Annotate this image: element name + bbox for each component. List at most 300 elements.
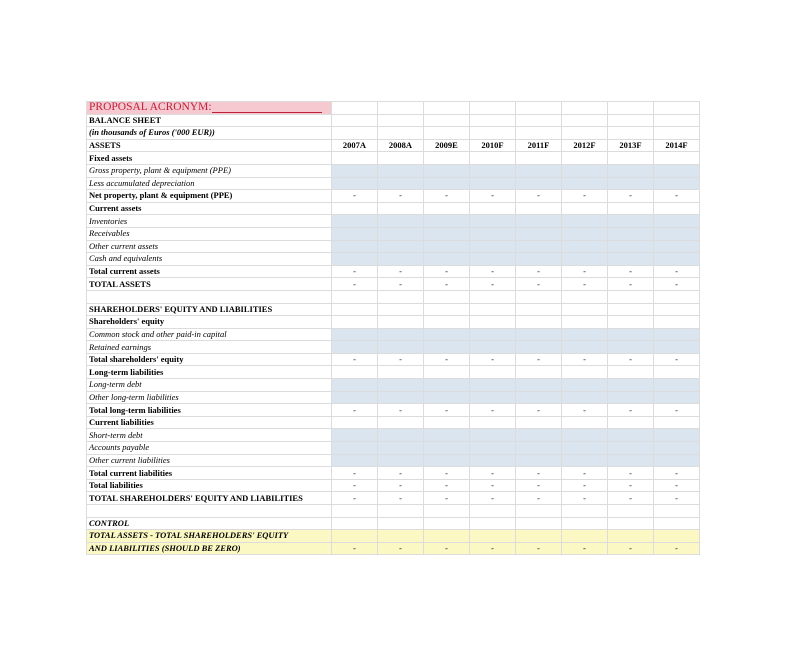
blank-row-1-cell [516, 290, 562, 303]
title-row-cell [608, 114, 654, 127]
less-dep-row-cell[interactable] [516, 177, 562, 190]
less-dep-row-cell[interactable] [608, 177, 654, 190]
gross-ppe-row-cell[interactable] [378, 164, 424, 177]
acronym-row-cell [654, 102, 700, 115]
gross-ppe-row-cell[interactable] [470, 164, 516, 177]
other-current-liab-row-cell[interactable] [424, 454, 470, 467]
other-current-liab-row-cell[interactable] [608, 454, 654, 467]
total-lt-row-cell: - [470, 404, 516, 417]
total-current-assets-row-cell: - [378, 265, 424, 278]
control-row-2-cell: - [654, 542, 700, 555]
receivables-row-cell[interactable] [516, 227, 562, 240]
receivables-row [87, 227, 700, 240]
cash-row-cell[interactable] [470, 253, 516, 266]
control-row-2-cell: - [332, 542, 378, 555]
receivables-row-cell[interactable] [654, 227, 700, 240]
fixed-assets-row-cell [654, 152, 700, 165]
lt-liab-row-cell [378, 366, 424, 379]
current-liab-row-cell [470, 416, 516, 429]
inventories-row-cell[interactable] [424, 215, 470, 228]
lt-debt-row-cell[interactable] [516, 379, 562, 392]
other-current-assets-row-cell[interactable] [654, 240, 700, 253]
lt-debt-row-cell[interactable] [424, 379, 470, 392]
lt-debt-row-cell[interactable] [654, 379, 700, 392]
net-ppe-row-cell: - [562, 190, 608, 203]
control-row-2-cell: - [516, 542, 562, 555]
common-stock-row-cell[interactable] [378, 328, 424, 341]
lt-liab-row-cell [562, 366, 608, 379]
total-current-liab-row-cell: - [608, 467, 654, 480]
receivables-row-cell[interactable] [608, 227, 654, 240]
lt-debt-row-cell[interactable] [470, 379, 516, 392]
common-stock-row-cell[interactable] [608, 328, 654, 341]
less-dep-row-cell[interactable] [332, 177, 378, 190]
total-eq-liab-row-cell: - [332, 492, 378, 505]
less-dep-row-cell[interactable] [562, 177, 608, 190]
blank-row-1 [87, 290, 700, 303]
net-ppe-row [87, 190, 700, 203]
other-current-liab-row-cell[interactable] [516, 454, 562, 467]
subtitle-row-cell [470, 127, 516, 140]
other-current-liab-row-cell[interactable] [562, 454, 608, 467]
total-current-assets-row-cell: - [470, 265, 516, 278]
blank-row-1-cell [470, 290, 516, 303]
total-current-assets-row-cell: - [562, 265, 608, 278]
less-dep-row-cell[interactable] [654, 177, 700, 190]
assets-header-row-cell: 2008A [378, 139, 424, 152]
retained-row-label: Retained earnings [87, 341, 332, 354]
retained-row-cell[interactable] [424, 341, 470, 354]
total-current-liab-row-cell: - [424, 467, 470, 480]
total-liab-row-cell: - [516, 479, 562, 492]
total-current-liab-row [87, 467, 700, 480]
control-heading-row-cell [608, 517, 654, 530]
total-current-liab-row-cell: - [470, 467, 516, 480]
blank-row-1-cell [654, 290, 700, 303]
shareholders-equity-row-cell [332, 316, 378, 329]
total-equity-row-cell: - [332, 353, 378, 366]
inventories-row-cell[interactable] [470, 215, 516, 228]
st-debt-row-cell[interactable] [654, 429, 700, 442]
lt-debt-row-cell[interactable] [378, 379, 424, 392]
equity-liab-heading-row-cell [332, 303, 378, 316]
total-assets-row [87, 278, 700, 291]
total-eq-liab-row-cell: - [654, 492, 700, 505]
control-heading-row-cell [424, 517, 470, 530]
net-ppe-row-cell: - [470, 190, 516, 203]
common-stock-row-label: Common stock and other paid-in capital [87, 328, 332, 341]
total-liab-row-label: Total liabilities [87, 479, 332, 492]
lt-liab-row-cell [516, 366, 562, 379]
fixed-assets-row-cell [424, 152, 470, 165]
shareholders-equity-row-cell [654, 316, 700, 329]
subtitle-row-cell [654, 127, 700, 140]
other-current-liab-row [87, 454, 700, 467]
total-eq-liab-row-cell: - [516, 492, 562, 505]
blank-row-2-cell [424, 505, 470, 518]
blank-row-2-cell [332, 505, 378, 518]
common-stock-row-cell[interactable] [470, 328, 516, 341]
st-debt-row-cell[interactable] [332, 429, 378, 442]
gross-ppe-row-cell[interactable] [332, 164, 378, 177]
blank-row-2-cell [378, 505, 424, 518]
current-assets-row-cell [654, 202, 700, 215]
lt-debt-row-label: Long-term debt [87, 379, 332, 392]
current-liab-row-cell [332, 416, 378, 429]
total-eq-liab-row-label: TOTAL SHAREHOLDERS' EQUITY AND LIABILITIES [87, 492, 332, 505]
retained-row-cell[interactable] [608, 341, 654, 354]
receivables-row-cell[interactable] [562, 227, 608, 240]
current-assets-row-cell [332, 202, 378, 215]
inventories-row-cell[interactable] [332, 215, 378, 228]
blank-row-2 [87, 505, 700, 518]
other-current-assets-row-cell[interactable] [562, 240, 608, 253]
other-current-liab-row-cell[interactable] [654, 454, 700, 467]
cash-row-label: Cash and equivalents [87, 253, 332, 266]
net-ppe-row-cell: - [608, 190, 654, 203]
blank-row-1-cell [378, 290, 424, 303]
common-stock-row-cell[interactable] [516, 328, 562, 341]
total-eq-liab-row-cell: - [470, 492, 516, 505]
lt-liab-row-cell [608, 366, 654, 379]
acronym-row-cell [516, 102, 562, 115]
control-row-2-cell: - [608, 542, 654, 555]
common-stock-row-cell[interactable] [562, 328, 608, 341]
current-assets-row-cell [424, 202, 470, 215]
other-lt-row-cell[interactable] [608, 391, 654, 404]
receivables-row-cell[interactable] [470, 227, 516, 240]
current-liab-row-cell [424, 416, 470, 429]
assets-header-row-cell: 2013F [608, 139, 654, 152]
lt-liab-row [87, 366, 700, 379]
equity-liab-heading-row-label: SHAREHOLDERS' EQUITY AND LIABILITIES [87, 303, 332, 316]
current-liab-row-cell [378, 416, 424, 429]
total-assets-row-cell: - [608, 278, 654, 291]
fixed-assets-row-cell [608, 152, 654, 165]
ap-row-cell[interactable] [654, 442, 700, 455]
st-debt-row-cell[interactable] [378, 429, 424, 442]
gross-ppe-row-cell[interactable] [516, 164, 562, 177]
total-current-liab-row-cell: - [378, 467, 424, 480]
total-liab-row-cell: - [654, 479, 700, 492]
lt-debt-row-cell[interactable] [332, 379, 378, 392]
other-current-liab-row-cell[interactable] [332, 454, 378, 467]
title-row-label: BALANCE SHEET [87, 114, 332, 127]
total-equity-row-cell: - [516, 353, 562, 366]
title-row-cell [516, 114, 562, 127]
title-row-cell [332, 114, 378, 127]
other-lt-row-cell[interactable] [470, 391, 516, 404]
acronym-row-cell [470, 102, 516, 115]
lt-liab-row-cell [424, 366, 470, 379]
subtitle-row-cell [332, 127, 378, 140]
gross-ppe-row-cell[interactable] [424, 164, 470, 177]
total-lt-row-cell: - [516, 404, 562, 417]
net-ppe-row-cell: - [378, 190, 424, 203]
st-debt-row-cell[interactable] [470, 429, 516, 442]
acronym-input-line[interactable] [212, 102, 322, 113]
other-current-assets-row-cell[interactable] [424, 240, 470, 253]
net-ppe-row-cell: - [654, 190, 700, 203]
lt-debt-row-cell[interactable] [562, 379, 608, 392]
total-assets-row-cell: - [424, 278, 470, 291]
title-row-cell [654, 114, 700, 127]
st-debt-row-cell[interactable] [608, 429, 654, 442]
ap-row-cell[interactable] [332, 442, 378, 455]
other-current-assets-row-cell[interactable] [608, 240, 654, 253]
receivables-row-label: Receivables [87, 227, 332, 240]
total-current-liab-row-cell: - [332, 467, 378, 480]
current-assets-row [87, 202, 700, 215]
cash-row-cell[interactable] [562, 253, 608, 266]
blank-row-1-cell [562, 290, 608, 303]
st-debt-row-cell[interactable] [562, 429, 608, 442]
other-lt-row-label: Other long-term liabilities [87, 391, 332, 404]
lt-liab-row-cell [332, 366, 378, 379]
inventories-row-cell[interactable] [378, 215, 424, 228]
blank-row-2-cell [608, 505, 654, 518]
retained-row-cell[interactable] [654, 341, 700, 354]
total-equity-row-label: Total shareholders' equity [87, 353, 332, 366]
retained-row-cell[interactable] [516, 341, 562, 354]
net-ppe-row-cell: - [424, 190, 470, 203]
assets-header-row-cell: 2010F [470, 139, 516, 152]
lt-liab-row-label: Long-term liabilities [87, 366, 332, 379]
other-current-assets-row-cell[interactable] [378, 240, 424, 253]
total-equity-row-cell: - [424, 353, 470, 366]
cash-row-cell[interactable] [424, 253, 470, 266]
subtitle-row-cell [424, 127, 470, 140]
total-liab-row-cell: - [608, 479, 654, 492]
assets-header-row-cell: 2009E [424, 139, 470, 152]
inventories-row [87, 215, 700, 228]
subtitle-row-cell [378, 127, 424, 140]
subtitle-row-cell [608, 127, 654, 140]
st-debt-row-cell[interactable] [424, 429, 470, 442]
total-equity-row-cell: - [654, 353, 700, 366]
ap-row-cell[interactable] [562, 442, 608, 455]
net-ppe-row-cell: - [332, 190, 378, 203]
total-assets-row-cell: - [378, 278, 424, 291]
inventories-row-cell[interactable] [654, 215, 700, 228]
gross-ppe-row-cell[interactable] [608, 164, 654, 177]
control-row-1-cell [608, 530, 654, 543]
retained-row-cell[interactable] [378, 341, 424, 354]
lt-debt-row-cell[interactable] [608, 379, 654, 392]
fixed-assets-row-cell [332, 152, 378, 165]
current-assets-row-cell [378, 202, 424, 215]
less-dep-row [87, 177, 700, 190]
acronym-row-label [87, 102, 332, 115]
total-current-assets-row-cell: - [608, 265, 654, 278]
control-row-1 [87, 530, 700, 543]
shareholders-equity-row-label: Shareholders' equity [87, 316, 332, 329]
gross-ppe-row-cell[interactable] [654, 164, 700, 177]
other-lt-row-cell[interactable] [654, 391, 700, 404]
total-lt-row-cell: - [378, 404, 424, 417]
cash-row-cell[interactable] [332, 253, 378, 266]
equity-liab-heading-row-cell [516, 303, 562, 316]
total-assets-row-cell: - [654, 278, 700, 291]
cash-row-cell[interactable] [378, 253, 424, 266]
total-current-assets-row [87, 265, 700, 278]
blank-row-2-cell [470, 505, 516, 518]
shareholders-equity-row-cell [562, 316, 608, 329]
acronym-row-cell [378, 102, 424, 115]
total-lt-row-cell: - [654, 404, 700, 417]
retained-row-cell[interactable] [562, 341, 608, 354]
assets-header-row-label: ASSETS [87, 139, 332, 152]
equity-liab-heading-row-cell [654, 303, 700, 316]
receivables-row-cell[interactable] [378, 227, 424, 240]
total-assets-row-cell: - [332, 278, 378, 291]
shareholders-equity-row-cell [424, 316, 470, 329]
net-ppe-row-cell: - [516, 190, 562, 203]
subtitle-row-cell [562, 127, 608, 140]
total-current-liab-row-cell: - [654, 467, 700, 480]
total-eq-liab-row-cell: - [424, 492, 470, 505]
control-row-1-cell [654, 530, 700, 543]
gross-ppe-row-cell[interactable] [562, 164, 608, 177]
assets-header-row-cell: 2012F [562, 139, 608, 152]
cash-row-cell[interactable] [608, 253, 654, 266]
ap-row-cell[interactable] [608, 442, 654, 455]
other-current-liab-row-label: Other current liabilities [87, 454, 332, 467]
other-current-assets-row-cell[interactable] [470, 240, 516, 253]
acronym-row-cell [332, 102, 378, 115]
other-lt-row-cell[interactable] [562, 391, 608, 404]
control-row-2-label: AND LIABILITIES (SHOULD BE ZERO) [87, 542, 332, 555]
other-current-liab-row-cell[interactable] [470, 454, 516, 467]
retained-row-cell[interactable] [470, 341, 516, 354]
control-row-2-cell: - [378, 542, 424, 555]
title-row-cell [424, 114, 470, 127]
less-dep-row-cell[interactable] [470, 177, 516, 190]
total-liab-row-cell: - [562, 479, 608, 492]
equity-liab-heading-row-cell [470, 303, 516, 316]
cash-row-cell[interactable] [654, 253, 700, 266]
equity-liab-heading-row-cell [378, 303, 424, 316]
control-row-2-cell: - [562, 542, 608, 555]
total-liab-row-cell: - [470, 479, 516, 492]
receivables-row-cell[interactable] [424, 227, 470, 240]
current-assets-row-label: Current assets [87, 202, 332, 215]
control-row-1-cell [562, 530, 608, 543]
cash-row [87, 253, 700, 266]
common-stock-row-cell[interactable] [332, 328, 378, 341]
common-stock-row-cell[interactable] [424, 328, 470, 341]
less-dep-row-cell[interactable] [378, 177, 424, 190]
total-lt-row-label: Total long-term liabilities [87, 404, 332, 417]
cash-row-cell[interactable] [516, 253, 562, 266]
inventories-row-cell[interactable] [608, 215, 654, 228]
title-row-cell [470, 114, 516, 127]
acronym-row-cell [562, 102, 608, 115]
total-equity-row-cell: - [378, 353, 424, 366]
st-debt-row [87, 429, 700, 442]
total-lt-row [87, 404, 700, 417]
assets-header-row-cell: 2007A [332, 139, 378, 152]
control-row-2-cell: - [424, 542, 470, 555]
blank-row-1-cell [332, 290, 378, 303]
blank-row-2-cell [562, 505, 608, 518]
current-liab-row-label: Current liabilities [87, 416, 332, 429]
less-dep-row-cell[interactable] [424, 177, 470, 190]
fixed-assets-row-cell [516, 152, 562, 165]
shareholders-equity-row-cell [470, 316, 516, 329]
total-assets-row-cell: - [470, 278, 516, 291]
control-row-1-label: TOTAL ASSETS - TOTAL SHAREHOLDERS' EQUITY [87, 530, 332, 543]
ap-row-cell[interactable] [424, 442, 470, 455]
blank-row-2-cell [654, 505, 700, 518]
other-lt-row-cell[interactable] [378, 391, 424, 404]
other-current-assets-row-label: Other current assets [87, 240, 332, 253]
shareholders-equity-row-cell [378, 316, 424, 329]
fixed-assets-row [87, 152, 700, 165]
control-row-1-cell [516, 530, 562, 543]
fixed-assets-row-cell [562, 152, 608, 165]
receivables-row-cell[interactable] [332, 227, 378, 240]
total-assets-row-cell: - [562, 278, 608, 291]
retained-row-cell[interactable] [332, 341, 378, 354]
common-stock-row [87, 328, 700, 341]
control-row-2-cell: - [470, 542, 516, 555]
total-equity-row [87, 353, 700, 366]
other-lt-row-cell[interactable] [516, 391, 562, 404]
current-assets-row-cell [516, 202, 562, 215]
total-liab-row [87, 479, 700, 492]
total-liab-row-cell: - [332, 479, 378, 492]
ap-row-cell[interactable] [378, 442, 424, 455]
ap-row-cell[interactable] [470, 442, 516, 455]
common-stock-row-cell[interactable] [654, 328, 700, 341]
shareholders-equity-row-cell [516, 316, 562, 329]
st-debt-row-cell[interactable] [516, 429, 562, 442]
current-assets-row-cell [562, 202, 608, 215]
control-heading-row-cell [562, 517, 608, 530]
inventories-row-cell[interactable] [516, 215, 562, 228]
control-heading-row-cell [378, 517, 424, 530]
control-row-1-cell [424, 530, 470, 543]
other-lt-row-cell[interactable] [424, 391, 470, 404]
other-current-liab-row-cell[interactable] [378, 454, 424, 467]
net-ppe-row-label: Net property, plant & equipment (PPE) [87, 190, 332, 203]
blank-row-2-label [87, 505, 332, 518]
lt-liab-row-cell [654, 366, 700, 379]
inventories-row-cell[interactable] [562, 215, 608, 228]
total-eq-liab-row-cell: - [608, 492, 654, 505]
equity-liab-heading-row-cell [608, 303, 654, 316]
other-lt-row [87, 391, 700, 404]
total-current-assets-row-cell: - [424, 265, 470, 278]
other-current-assets-row-cell[interactable] [516, 240, 562, 253]
blank-row-1-label [87, 290, 332, 303]
subtitle-row-cell [516, 127, 562, 140]
control-heading-row [87, 517, 700, 530]
ap-row-cell[interactable] [516, 442, 562, 455]
other-lt-row-cell[interactable] [332, 391, 378, 404]
total-current-liab-row-label: Total current liabilities [87, 467, 332, 480]
current-assets-row-cell [608, 202, 654, 215]
fixed-assets-row-cell [470, 152, 516, 165]
total-assets-row-label: TOTAL ASSETS [87, 278, 332, 291]
lt-debt-row [87, 379, 700, 392]
control-row-1-cell [378, 530, 424, 543]
total-current-assets-row-cell: - [332, 265, 378, 278]
other-current-assets-row-cell[interactable] [332, 240, 378, 253]
blank-row-1-cell [424, 290, 470, 303]
acronym-label: PROPOSAL ACRONYM: [89, 101, 212, 114]
